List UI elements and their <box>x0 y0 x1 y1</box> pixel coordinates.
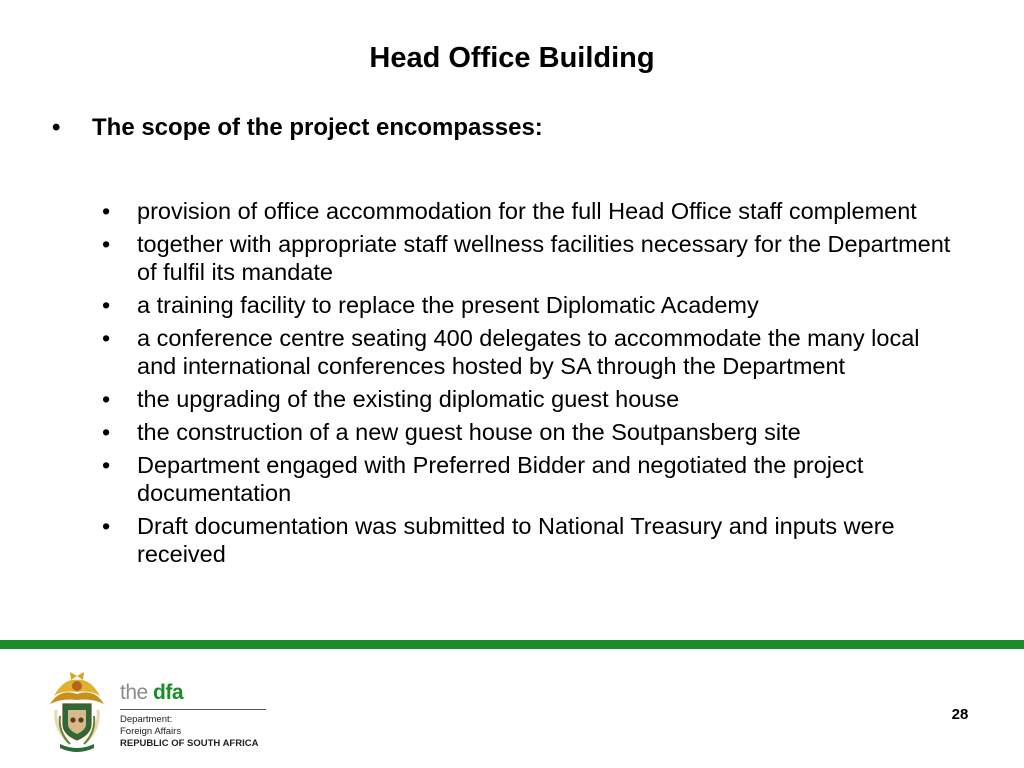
dfa-line-foreign-affairs: Foreign Affairs <box>120 726 182 737</box>
list-item <box>102 324 952 380</box>
footer-divider <box>0 640 1024 649</box>
lead-text: The scope of the project encompasses: <box>92 114 543 141</box>
dfa-logo <box>120 682 266 704</box>
list-item <box>102 451 952 507</box>
bullet-glyph: • <box>102 386 111 412</box>
scope-list <box>102 197 952 573</box>
dfa-logo-rule <box>120 709 266 710</box>
bullet-glyph: • <box>102 292 111 318</box>
lead-bullet <box>52 113 952 143</box>
bullet-glyph: • <box>102 325 111 351</box>
dfa-logo-dfa: dfa <box>153 681 184 704</box>
list-item-text: a training facility to replace the present Diplomatic Academy <box>137 292 759 318</box>
list-item <box>102 230 952 286</box>
list-item-text: the construction of a new guest house on the Soutpansberg site <box>137 419 801 445</box>
list-item <box>102 385 952 413</box>
page-number: 28 <box>951 706 969 723</box>
list-item-text: Department engaged with Preferred Bidder and negotiated the project documentation <box>137 452 864 506</box>
list-item <box>102 197 952 225</box>
list-item <box>102 291 952 319</box>
list-item <box>102 512 952 568</box>
list-item-text: a conference centre seating 400 delegates to accommodate the many local and international conferences hosted by SA through the Department <box>137 325 920 379</box>
list-item-text: provision of office accommodation for the full Head Office staff complement <box>137 198 917 224</box>
list-item <box>102 418 952 446</box>
bullet-glyph: • <box>102 198 111 224</box>
dfa-line-department: Department: <box>120 714 173 725</box>
dfa-line-republic: REPUBLIC OF SOUTH AFRICA <box>120 738 259 749</box>
bullet-glyph: • <box>102 419 111 445</box>
bullet-glyph: • <box>102 231 111 257</box>
dfa-logo-the: the <box>120 681 148 704</box>
slide-title: Head Office Building <box>369 42 655 74</box>
bullet-glyph: • <box>102 452 111 478</box>
list-item-text: Draft documentation was submitted to National Treasury and inputs were received <box>137 513 895 567</box>
coat-of-arms-icon <box>46 670 108 754</box>
bullet-glyph: • <box>52 114 61 141</box>
list-item-text: together with appropriate staff wellness facilities necessary for the Department of fulfil its mandate <box>137 231 951 285</box>
bullet-glyph: • <box>102 513 111 539</box>
dfa-brand-block <box>120 682 266 750</box>
list-item-text: the upgrading of the existing diplomatic guest house <box>137 386 680 412</box>
